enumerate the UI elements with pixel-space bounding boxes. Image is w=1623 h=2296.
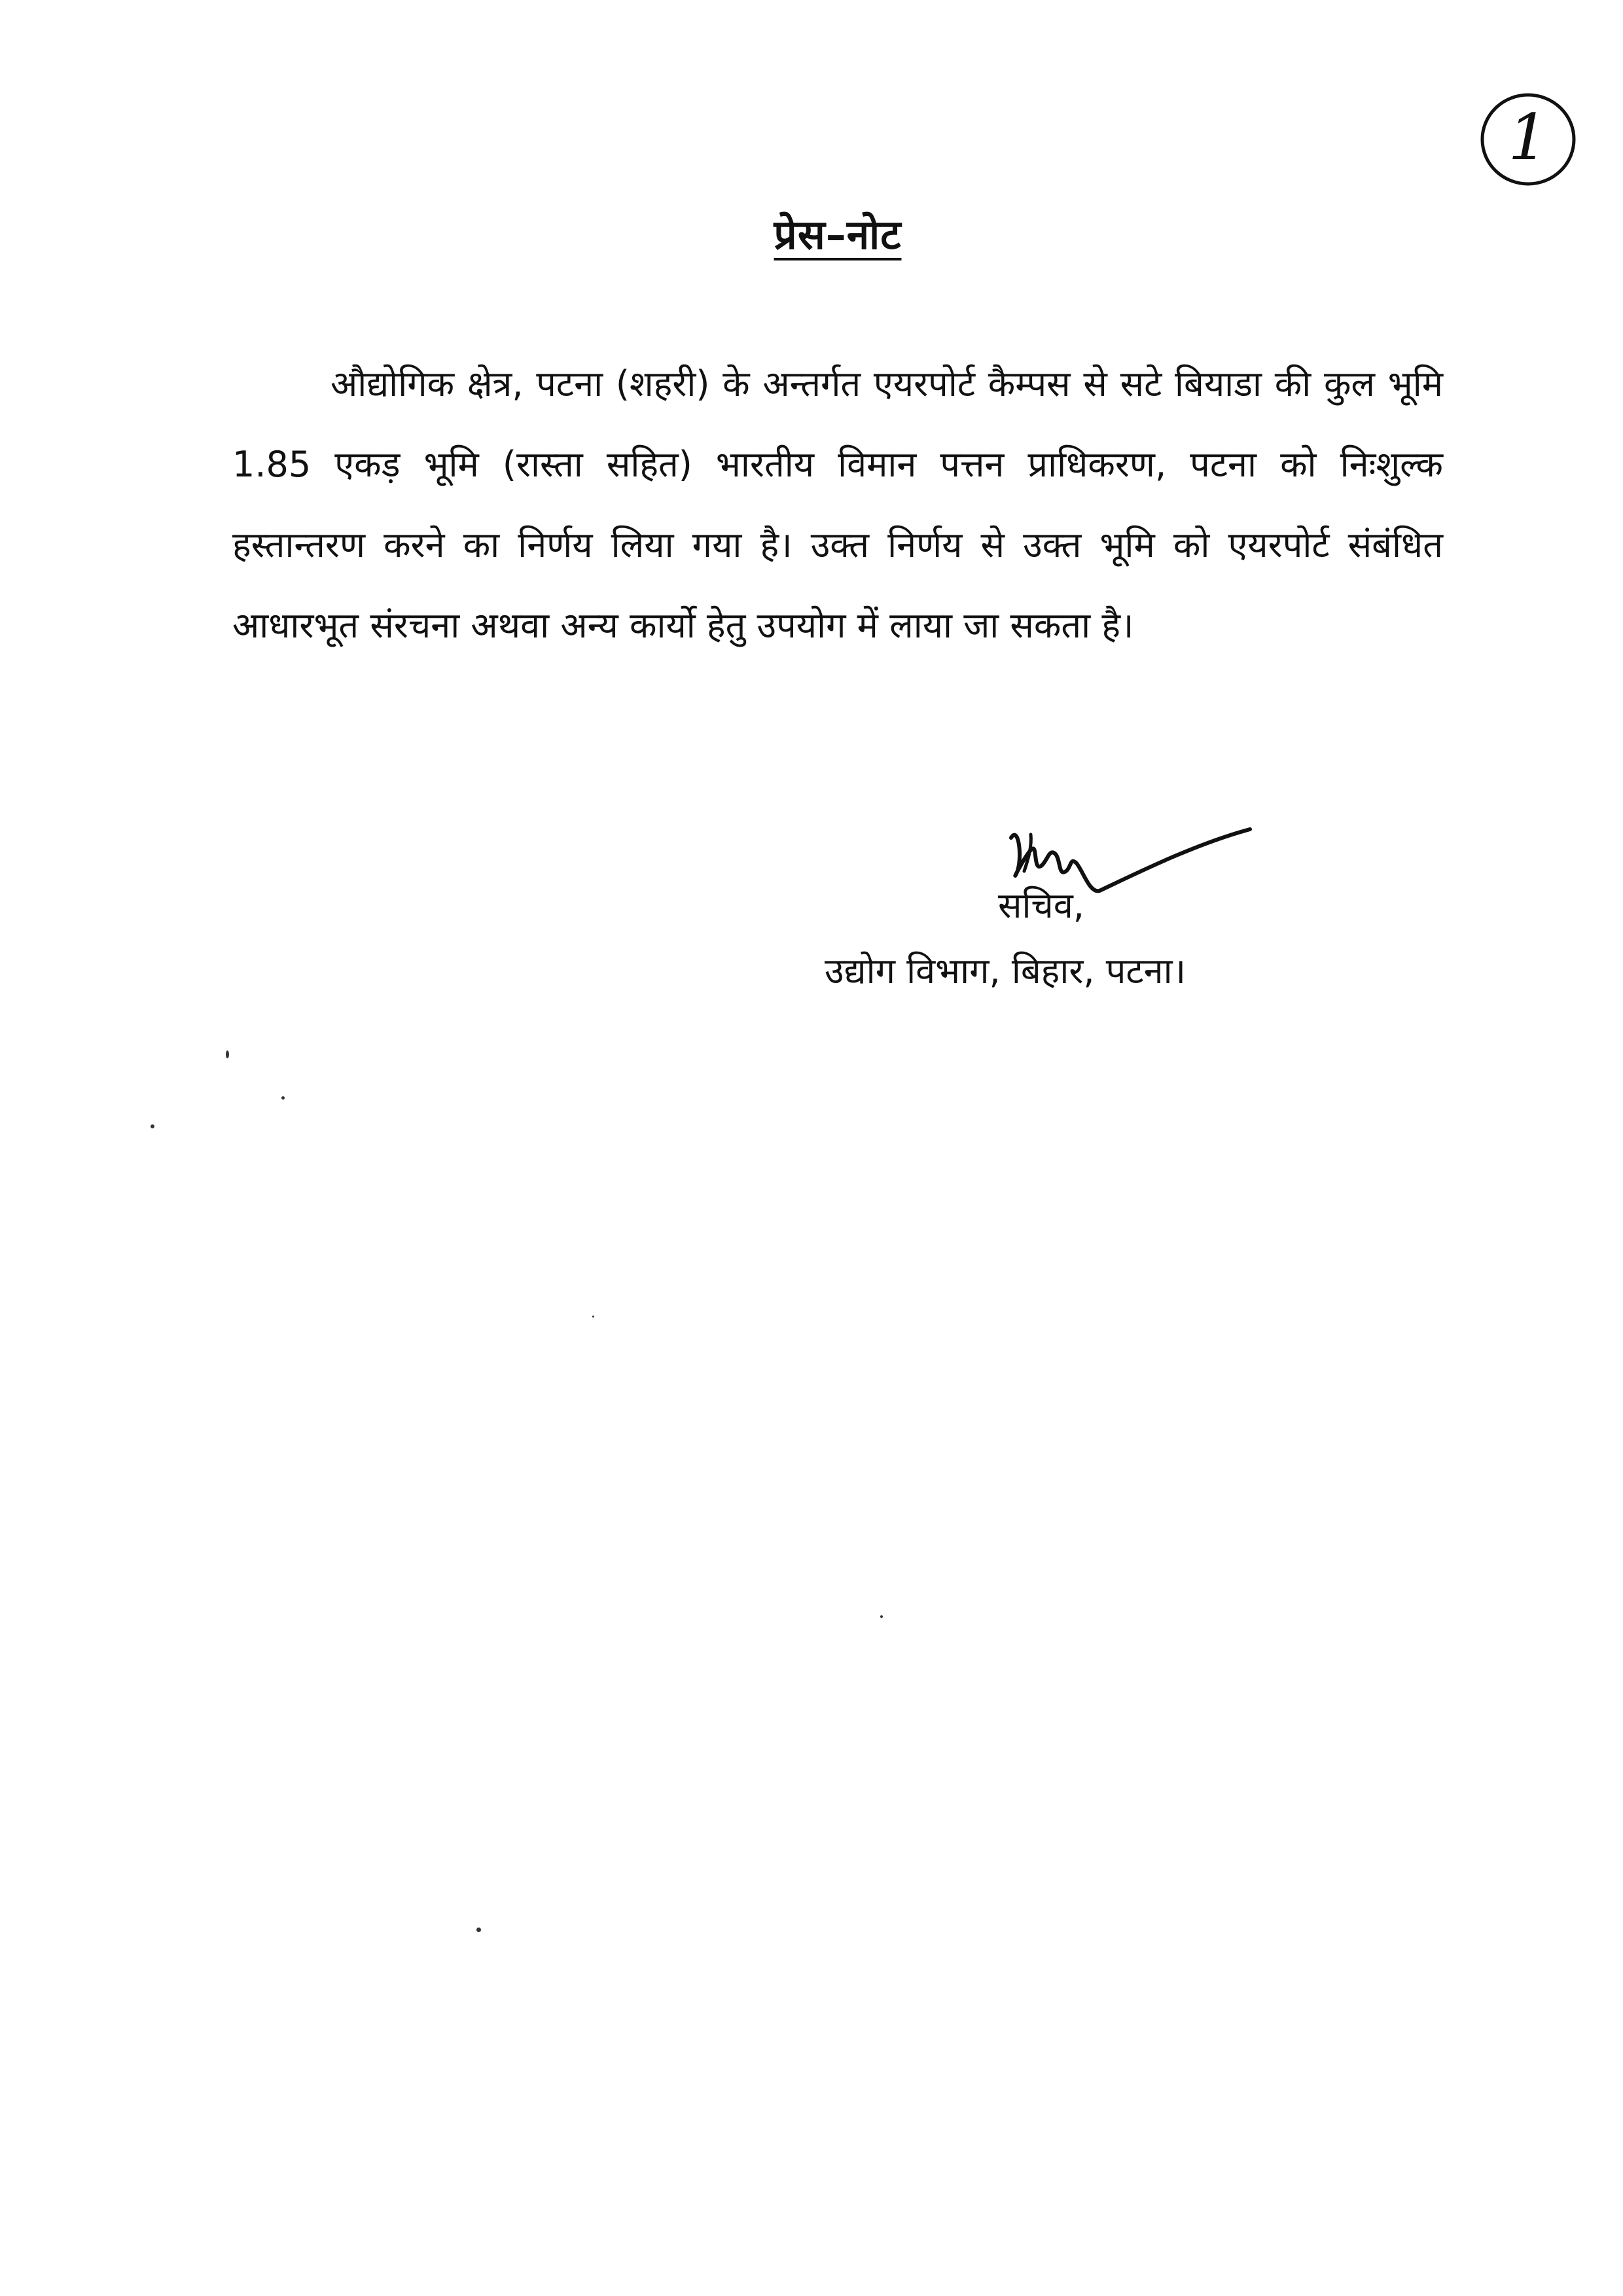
scan-speck: [476, 1928, 481, 1932]
scan-speck: [880, 1615, 883, 1618]
circled-page-number: [1472, 82, 1584, 193]
scan-speck: [281, 1096, 285, 1100]
signatory-designation: सचिव,: [998, 885, 1084, 926]
scan-speck: [226, 1050, 229, 1058]
signatory-department: उद्योग विभाग, बिहार, पटना।: [825, 950, 1186, 992]
scan-speck: [592, 1316, 594, 1318]
scan-speck: [151, 1124, 154, 1128]
document-title: प्रेस–नोट: [774, 211, 902, 259]
page-number: 1: [1508, 101, 1548, 174]
body-paragraph: औद्योगिक क्षेत्र, पटना (शहरी) के अन्तर्गत एयरपोर्ट कैम्पस से सटे बियाडा की कुल भूमि 1.85 एकड़ भूमि (रास्ता सहित) भारतीय विमान पत्तन प्राधिकरण, पटना को निःशुल्क हस्तान्तरण करने का निर्णय लिया गया है। उक्त निर्णय से उक्त भूमि को एयरपोर्ट संबंधित आधारभूत संरचना अथवा अन्य कार्यो हेतु उपयोग में लाया जा सकता है।: [232, 363, 1443, 646]
